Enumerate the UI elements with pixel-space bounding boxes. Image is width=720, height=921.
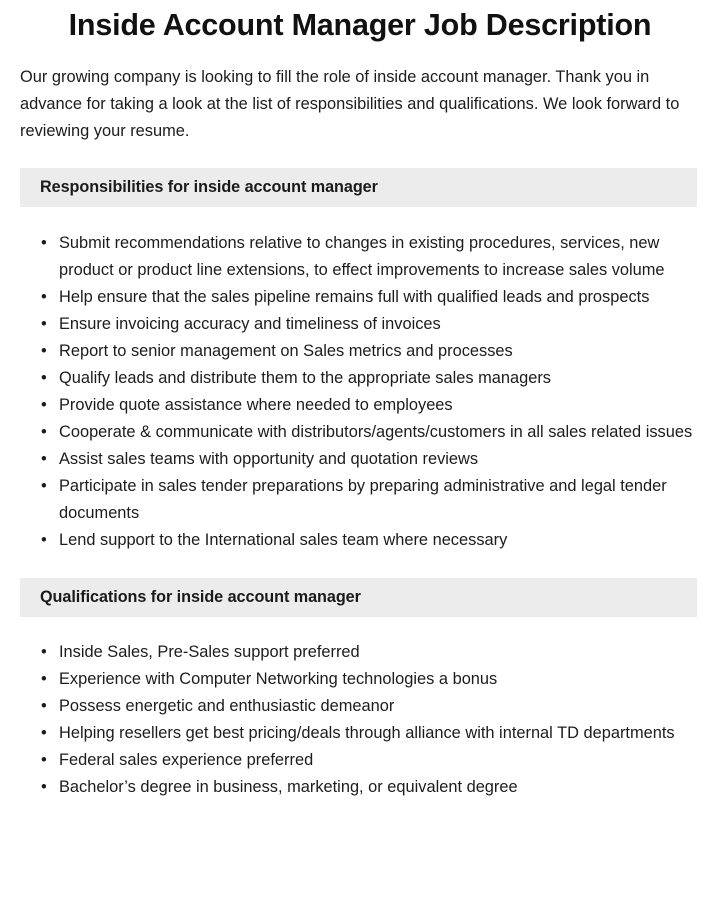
list-item: • Bachelor’s degree in business, marketing, or equivalent degree (0, 774, 720, 801)
list-item: • Submit recommendations relative to changes in existing procedures, services, new product or product line extensions, to effect improvements to increase sales volume (0, 230, 720, 284)
qualifications-section (0, 578, 720, 801)
list-item: • Inside Sales, Pre-Sales support preferred (0, 639, 720, 666)
qualifications-list (0, 617, 720, 801)
list-item: • Possess energetic and enthusiastic demeanor (0, 693, 720, 720)
responsibilities-section (0, 168, 720, 554)
list-item: • Help ensure that the sales pipeline remains full with qualified leads and prospects (0, 284, 720, 311)
list-item: • Qualify leads and distribute them to the appropriate sales managers (0, 365, 720, 392)
list-item: • Lend support to the International sales team where necessary (0, 527, 720, 554)
qualifications-section-heading: Qualifications for inside account manager (20, 578, 697, 617)
responsibilities-section-heading: Responsibilities for inside account manager (20, 168, 697, 207)
page-title: Inside Account Manager Job Description (68, 8, 652, 42)
list-item: • Helping resellers get best pricing/deals through alliance with internal TD departments (0, 720, 720, 747)
list-item: • Federal sales experience preferred (0, 747, 720, 774)
list-item: • Cooperate & communicate with distributors/agents/customers in all sales related issues (0, 419, 720, 446)
list-item: • Report to senior management on Sales metrics and processes (0, 338, 720, 365)
list-item: • Assist sales teams with opportunity and quotation reviews (0, 446, 720, 473)
responsibilities-list (0, 207, 720, 554)
list-item: • Ensure invoicing accuracy and timeliness of invoices (0, 311, 720, 338)
list-item: • Participate in sales tender preparations by preparing administrative and legal tender documents (0, 473, 720, 527)
list-item: • Experience with Computer Networking technologies a bonus (0, 666, 720, 693)
intro-paragraph: Our growing company is looking to fill the role of inside account manager. Thank you in advance for taking a look at the list of responsibilities and qualifications. We look forward to reviewing your resume. (20, 68, 680, 140)
list-item: • Provide quote assistance where needed to employees (0, 392, 720, 419)
